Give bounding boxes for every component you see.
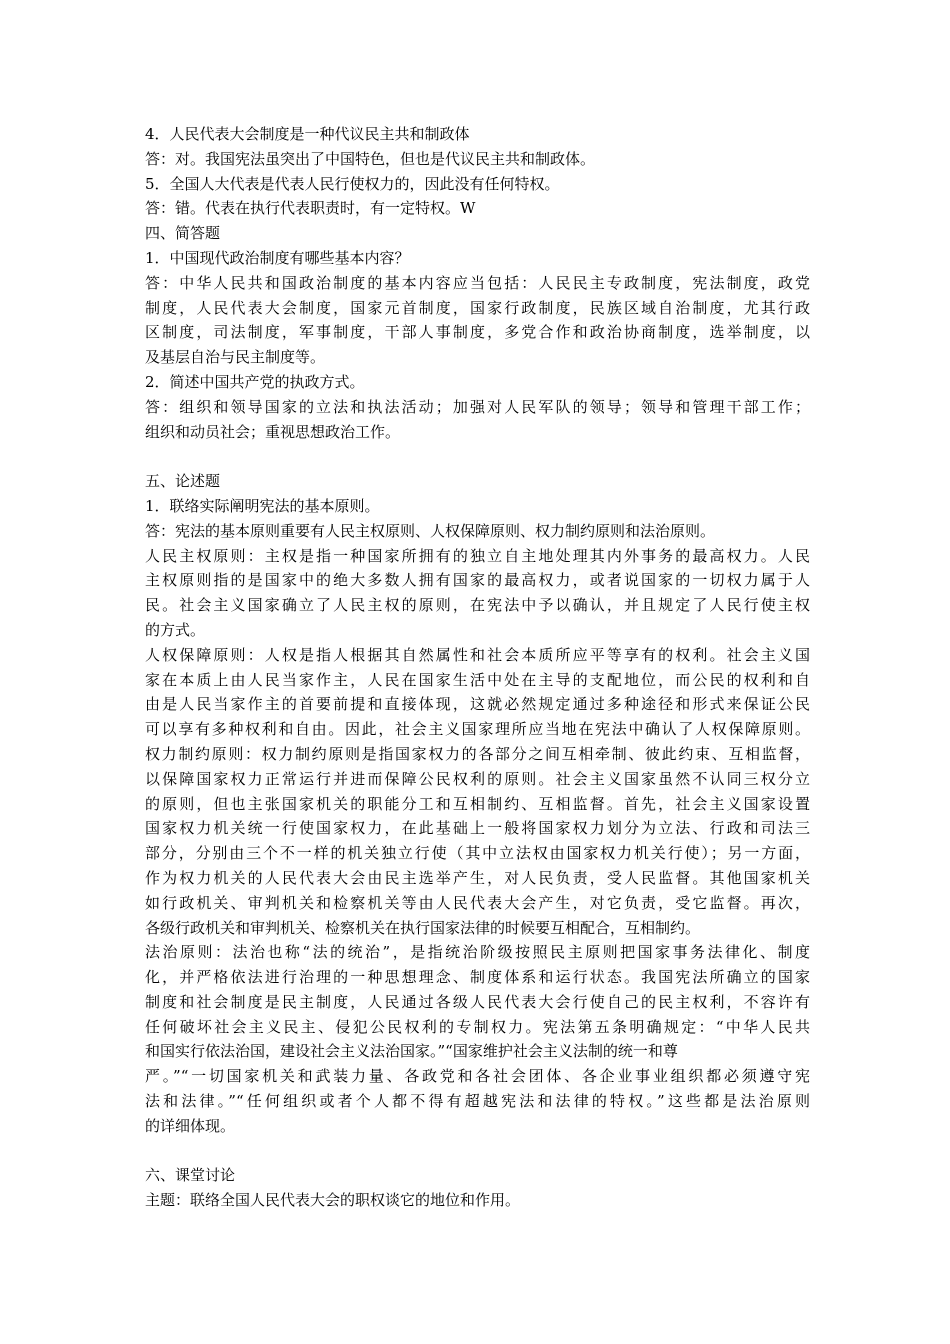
discussion-topic: 主题：联络全国人民代表大会的职权谈它的地位和作用。 [145,1191,521,1210]
question-5: 5．全国人大代表是代表人民行使权力的，因此没有任何特权。 [145,174,560,193]
section-heading-discussion: 六、课堂讨论 [145,1166,236,1185]
people-sovereignty-line-2: 主权原则指的是国家中的绝大多数人拥有国家的最高权力，或者说国家的一切权力属于人 [145,571,810,590]
human-rights-line-1: 人权保障原则：人权是指人根据其自然属性和社会本质所应平等享有的权利。社会主义国 [145,645,810,664]
short-answer-question-2: 2．简述中国共产党的执政方式。 [145,372,365,391]
essay-answer-intro: 答：宪法的基本原则重要有人民主权原则、人权保障原则、权力制约原则和法治原则。 [145,521,716,540]
question-4: 4．人民代表大会制度是一种代议民主共和制政体 [145,125,470,143]
people-sovereignty-line-1: 人民主权原则：主权是指一种国家所拥有的独立自主地处理其内外事务的最高权力。人民 [145,546,810,565]
power-restraint-line-1: 权力制约原则：权力制约原则是指国家权力的各部分之间互相牵制、彼此约束、互相监督， [145,744,810,763]
human-rights-line-2: 家在本质上由人民当家作主，人民在国家生活中处在主导的支配地位，而公民的权利和自 [145,670,810,689]
blank-line [145,1139,810,1164]
rule-of-law-line-8: 的详细体现。 [145,1116,236,1135]
rule-of-law-line-2: 化，并严格依法进行治理的一种思想理念、制度体系和运行状态。我国宪法所确立的国家 [145,968,810,987]
short-answer-2-line-2: 组织和动员社会；重视思想政治工作。 [145,422,401,441]
section-heading-essay: 五、论述题 [145,472,221,491]
short-answer-1-line-3: 区制度，司法制度，军事制度，干部人事制度，多党合作和政治协商制度，选举制度，以 [145,323,810,342]
power-restraint-line-2: 以保障国家权力正常运行并进而保障公民权利的原则。社会主义国家虽然不认同三权分立 [145,769,810,788]
rule-of-law-line-3: 制度和社会制度是民主制度，人民通过各级人民代表大会行使自己的民主权利，不容许有 [145,992,810,1011]
rule-of-law-line-5: 和国实行依法治国，建设社会主义法治国家。”“国家维护社会主义法制的统一和尊 [145,1042,678,1061]
short-answer-1-line-4: 及基层自治与民主制度等。 [145,348,326,367]
document-body [145,122,810,1213]
power-restraint-line-6: 作为权力机关的人民代表大会由民主选举产生，对人民负责，受人民监督。其他国家机关 [145,868,810,887]
power-restraint-line-8: 各级行政机关和审判机关、检察机关在执行国家法律的时候要互相配合，互相制约。 [145,918,701,937]
blank-line [145,444,810,469]
answer-5: 答：错。代表在执行代表职责时，有一定特权。W [145,199,476,218]
power-restraint-line-7: 如行政机关、审判机关和检察机关等由人民代表大会产生，对它负责，受它监督。再次， [145,893,810,912]
power-restraint-line-5: 部分，分别由三个不一样的机关独立行使（其中立法权由国家权力机关行使）；另一方面， [145,844,810,863]
rule-of-law-line-7: 法和法律。”“任何组织或者个人都不得有超越宪法和法律的特权。”这些都是法治原则 [145,1092,810,1111]
short-answer-question-1: 1．中国现代政治制度有哪些基本内容？ [145,248,410,267]
short-answer-1-line-1: 答：中华人民共和国政治制度的基本内容应当包括：人民民主专政制度，宪法制度，政党 [145,273,810,292]
power-restraint-line-4: 国家权力机关统一行使国家权力，在此基础上一般将国家权力划分为立法、行政和司法三 [145,819,810,838]
people-sovereignty-line-3: 民。社会主义国家确立了人民主权的原则，在宪法中予以确认，并且规定了人民行使主权 [145,596,810,615]
essay-question-1: 1．联络实际阐明宪法的基本原则。 [145,496,380,515]
short-answer-2-line-1: 答：组织和领导国家的立法和执法活动；加强对人民军队的领导；领导和管理干部工作； [145,397,810,416]
human-rights-line-4: 可以享有多种权利和自由。因此，社会主义国家理所应当地在宪法中确认了人权保障原则。 [145,720,810,739]
human-rights-line-3: 由是人民当家作主的首要前提和直接体现，这就必然规定通过多种途径和形式来保证公民 [145,695,810,714]
answer-4: 答：对。我国宪法虽突出了中国特色，但也是代议民主共和制政体。 [145,149,596,168]
section-heading-short-answer: 四、简答题 [145,224,221,243]
power-restraint-line-3: 的原则，但也主张国家机关的职能分工和互相制约、互相监督。首先，社会主义国家设置 [145,794,810,813]
short-answer-1-line-2: 制度，人民代表大会制度，国家元首制度，国家行政制度，民族区域自治制度，尤其行政 [145,298,810,317]
rule-of-law-line-1: 法治原则：法治也称“法的统治”，是指统治阶级按照民主原则把国家事务法律化、制度 [145,943,810,962]
rule-of-law-line-6: 严。”“一切国家机关和武装力量、各政党和各社会团体、各企业事业组织都必须遵守宪 [145,1067,810,1086]
rule-of-law-line-4: 任何破坏社会主义民主、侵犯公民权利的专制权力。宪法第五条明确规定：“中华人民共 [145,1017,810,1036]
people-sovereignty-line-4: 的方式。 [145,620,206,639]
